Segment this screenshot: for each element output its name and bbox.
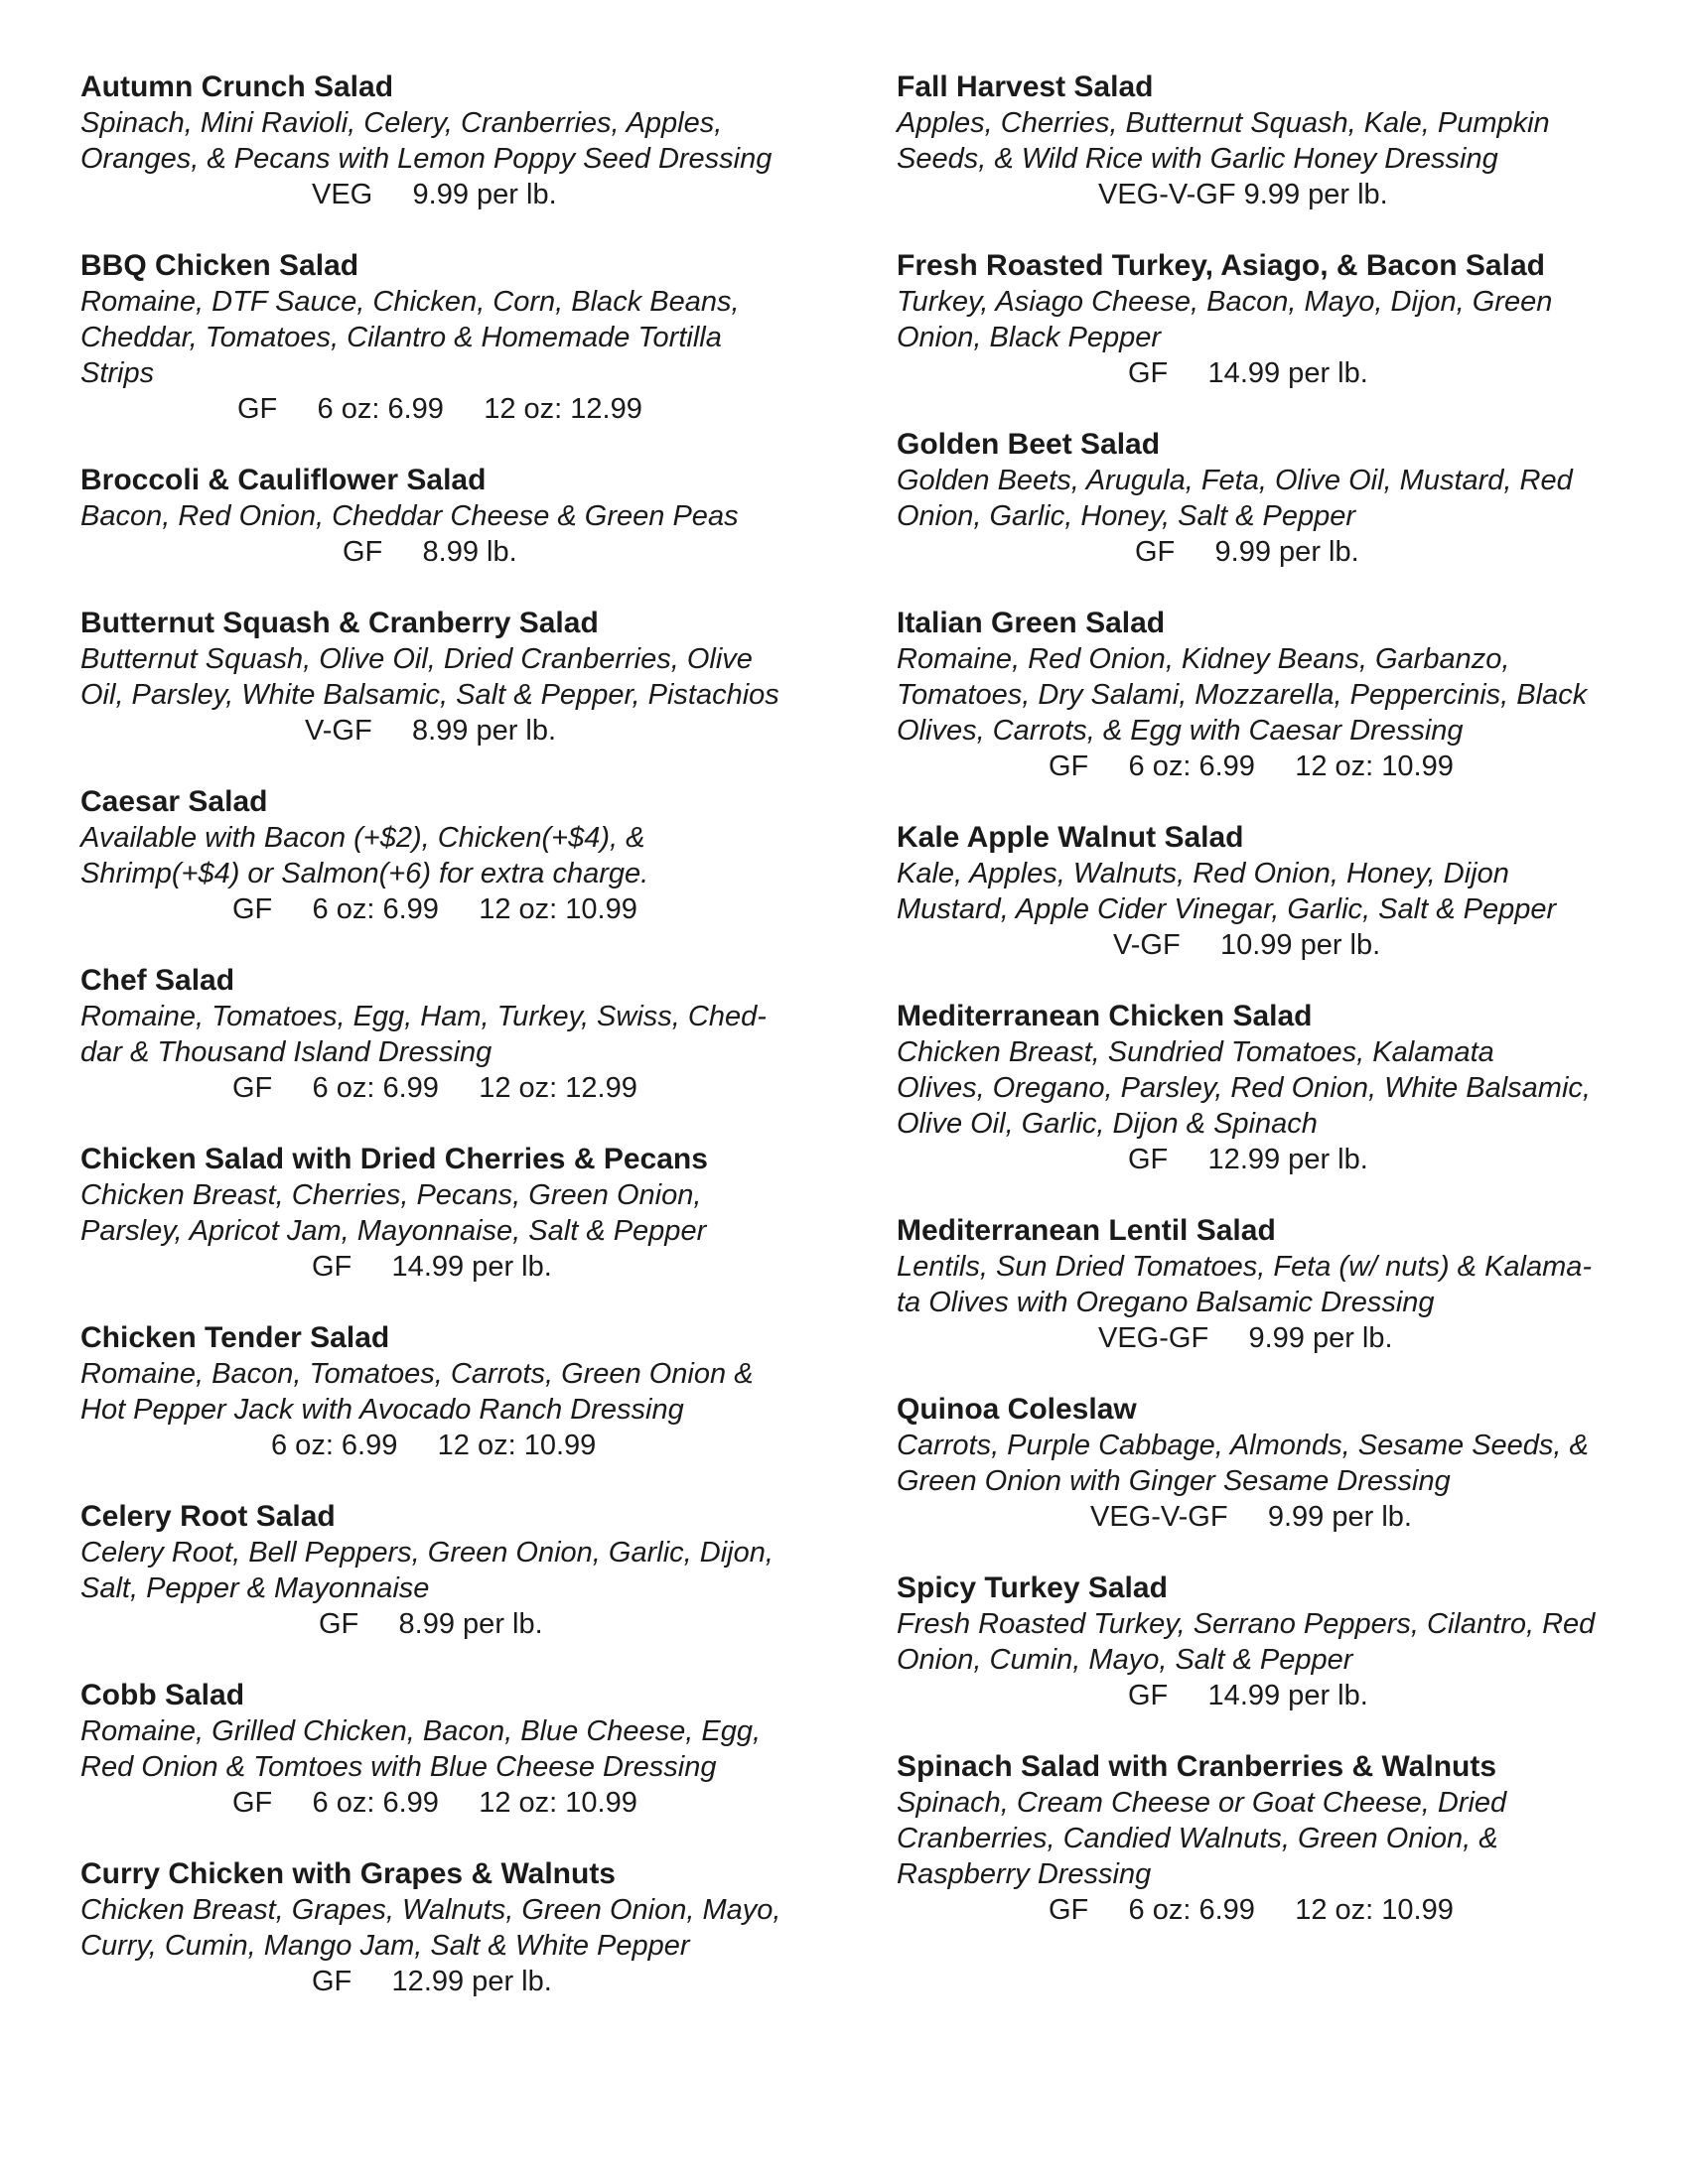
item-price: GF 12.99 per lb. [1128,1144,1368,1175]
item-price: GF 9.99 per lb. [1135,536,1359,568]
item-price: GF 14.99 per lb. [1128,357,1368,389]
item-name: Broccoli & Cauliflower Salad [80,464,487,496]
item-description: Spinach, Mini Ravioli, Celery, Cranberries, Apples, Oranges, & Pecans with Lemon Poppy Seed Dressing [80,107,773,175]
item-description: Romaine, Tomatoes, Egg, Ham, Turkey, Swiss, Ched- dar & Thousand Island Dressing [80,1001,767,1068]
item-name: Fall Harvest Salad [897,70,1154,103]
menu-item [897,999,1612,1177]
item-description: Apples, Cherries, Butternut Squash, Kale, Pumpkin Seeds, & Wild Rice with Garlic Honey Dressing [897,107,1550,175]
item-price: GF 14.99 per lb. [1128,1680,1368,1711]
menu-column-left [80,69,795,2035]
item-description: Spinach, Cream Cheese or Goat Cheese, Dried Cranberries, Candied Walnuts, Green Onion, & Raspberry Dressing [897,1787,1507,1890]
item-description: Chicken Breast, Cherries, Pecans, Green Onion, Parsley, Apricot Jam, Mayonnaise, Salt & Pepper [80,1179,707,1247]
item-name: Italian Green Salad [897,607,1166,639]
menu-column-right [897,69,1612,1964]
item-description: Fresh Roasted Turkey, Serrano Peppers, Cilantro, Red Onion, Cumin, Mayo, Salt & Pepper [897,1608,1596,1676]
menu-item [897,427,1612,570]
item-price: VEG-V-GF 9.99 per lb. [1090,1501,1412,1533]
menu-item [897,820,1612,963]
menu-item [80,463,795,570]
item-price: GF 12.99 per lb. [312,1966,552,1997]
item-description: Turkey, Asiago Cheese, Bacon, Mayo, Dijon, Green Onion, Black Pepper [897,286,1553,353]
item-description: Kale, Apples, Walnuts, Red Onion, Honey, Dijon Mustard, Apple Cider Vinegar, Garlic, Salt & Pepper [897,858,1557,925]
item-description: Carrots, Purple Cabbage, Almonds, Sesame Seeds, & Green Onion with Ginger Sesame Dressing [897,1430,1589,1497]
item-name: Mediterranean Chicken Salad [897,1000,1313,1032]
item-price: GF 14.99 per lb. [312,1251,552,1283]
item-price: VEG-GF 9.99 per lb. [1098,1322,1393,1354]
item-name: Curry Chicken with Grapes & Walnuts [80,1857,616,1890]
menu-item [80,1142,795,1285]
item-name: Celery Root Salad [80,1500,336,1533]
item-description: Romaine, Grilled Chicken, Bacon, Blue Cheese, Egg, Red Onion & Tomtoes with Blue Cheese Dressing [80,1715,762,1783]
item-price: 6 oz: 6.99 12 oz: 10.99 [271,1430,597,1461]
item-name: Autumn Crunch Salad [80,70,394,103]
item-description: Bacon, Red Onion, Cheddar Cheese & Green Peas [80,500,739,532]
item-price: GF 6 oz: 6.99 12 oz: 12.99 [232,1072,637,1104]
item-price: GF 6 oz: 6.99 12 oz: 10.99 [1049,751,1454,782]
item-price: GF 6 oz: 6.99 12 oz: 12.99 [237,393,642,425]
menu-item [897,1749,1612,1928]
item-name: Mediterranean Lentil Salad [897,1214,1276,1247]
item-description: Lentils, Sun Dried Tomatoes, Feta (w/ nuts) & Kalama- ta Olives with Oregano Balsamic Dressing [897,1251,1593,1318]
item-name: Kale Apple Walnut Salad [897,821,1244,854]
menu-item [897,248,1612,391]
item-name: BBQ Chicken Salad [80,249,359,282]
item-name: Golden Beet Salad [897,428,1161,461]
menu-item [80,1856,795,1999]
item-description: Romaine, DTF Sauce, Chicken, Corn, Black Beans, Cheddar, Tomatoes, Cilantro & Homemade Tortilla Strips [80,286,740,389]
item-name: Spicy Turkey Salad [897,1571,1168,1604]
menu-item [80,606,795,749]
item-name: Chicken Tender Salad [80,1321,390,1354]
item-price: GF 8.99 per lb. [319,1608,543,1640]
item-description: Available with Bacon (+$2), Chicken(+$4), & Shrimp(+$4) or Salmon(+6) for extra charge. [80,822,649,889]
menu-item [897,69,1612,212]
menu-item [80,1320,795,1463]
item-price: V-GF 10.99 per lb. [1113,929,1381,961]
item-price: VEG-V-GF 9.99 per lb. [1098,179,1388,210]
item-price: VEG 9.99 per lb. [312,179,557,210]
menu-item [80,69,795,212]
item-description: Romaine, Bacon, Tomatoes, Carrots, Green Onion & Hot Pepper Jack with Avocado Ranch Dressing [80,1358,754,1426]
item-name: Caesar Salad [80,785,268,818]
item-price: GF 8.99 lb. [343,536,517,568]
menu-item [897,606,1612,784]
item-description: Butternut Squash, Olive Oil, Dried Cranberries, Olive Oil, Parsley, White Balsamic, Salt & Pepper, Pistachios [80,643,779,711]
item-name: Quinoa Coleslaw [897,1393,1137,1426]
menu-item [80,1678,795,1821]
item-description: Romaine, Red Onion, Kidney Beans, Garbanzo, Tomatoes, Dry Salami, Mozzarella, Peppercinis, Black Olives, Carrots, & Egg with Caesar Dressing [897,643,1588,747]
item-name: Butternut Squash & Cranberry Salad [80,607,599,639]
item-price: GF 6 oz: 6.99 12 oz: 10.99 [232,1787,637,1819]
item-price: V-GF 8.99 per lb. [305,715,557,747]
item-price: GF 6 oz: 6.99 12 oz: 10.99 [232,893,637,925]
menu-item [80,248,795,427]
item-name: Fresh Roasted Turkey, Asiago, & Bacon Salad [897,249,1545,282]
item-name: Spinach Salad with Cranberries & Walnuts [897,1750,1497,1783]
menu-item [897,1570,1612,1713]
item-description: Chicken Breast, Sundried Tomatoes, Kalamata Olives, Oregano, Parsley, Red Onion, White Balsamic, Olive Oil, Garlic, Dijon & Spinach [897,1036,1591,1140]
item-description: Golden Beets, Arugula, Feta, Olive Oil, Mustard, Red Onion, Garlic, Honey, Salt & Pepper [897,465,1573,532]
item-description: Celery Root, Bell Peppers, Green Onion, Garlic, Dijon, Salt, Pepper & Mayonnaise [80,1537,774,1604]
item-name: Chef Salad [80,964,235,997]
menu-item [80,1499,795,1642]
menu-item [80,963,795,1106]
menu-item [80,784,795,927]
item-description: Chicken Breast, Grapes, Walnuts, Green Onion, Mayo, Curry, Cumin, Mango Jam, Salt & White Pepper [80,1894,781,1962]
menu-item [897,1213,1612,1356]
item-price: GF 6 oz: 6.99 12 oz: 10.99 [1049,1894,1454,1926]
item-name: Chicken Salad with Dried Cherries & Pecans [80,1143,708,1175]
menu-item [897,1392,1612,1535]
item-name: Cobb Salad [80,1679,245,1711]
